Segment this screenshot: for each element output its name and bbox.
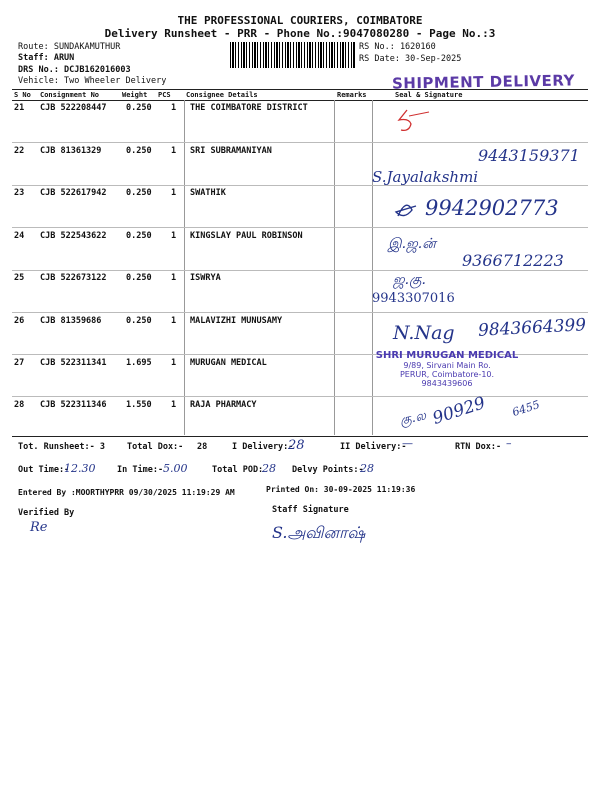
- row-sno: 28: [14, 400, 25, 410]
- row-pcs: 1: [171, 400, 177, 410]
- row-consignment-no: CJB 522673122: [40, 273, 107, 283]
- staff-signature-ink: S.அவினாஷ்: [272, 523, 366, 542]
- row-consignee: MALAVIZHI MUNUSAMY: [190, 316, 283, 326]
- total-dox-label: Total Dox:-: [127, 442, 184, 452]
- total-pod-value: 28: [262, 462, 276, 475]
- verified-by-label: Verified By: [18, 508, 75, 518]
- col-sno: S No: [14, 91, 31, 99]
- table-bottom-rule: [12, 436, 588, 437]
- delvy-points-label: Delvy Points:-: [292, 465, 364, 475]
- row-pcs: 1: [171, 231, 177, 241]
- row-weight: 0.250: [126, 316, 152, 326]
- row-consignment-no: CJB 522311341: [40, 358, 107, 368]
- medical-stamp: [372, 350, 522, 388]
- runsheet-subtitle: Delivery Runsheet - PRR - Phone No.:9047080280 - Page No.:3: [104, 27, 496, 40]
- row-weight: 0.250: [126, 273, 152, 283]
- table-row: [12, 103, 334, 117]
- row-weight: 1.695: [126, 358, 152, 368]
- row25-signature: ஜ.கு.: [393, 272, 426, 288]
- row-divider: [12, 312, 588, 313]
- row-consignment-no: CJB 522617942: [40, 188, 107, 198]
- rs-date: RS Date: 30-Sep-2025: [359, 54, 462, 64]
- row-pcs: 1: [171, 103, 177, 113]
- row-consignment-no: CJB 522208447: [40, 103, 107, 113]
- row-consignee: THE COIMBATORE DISTRICT: [190, 103, 308, 113]
- row-pcs: 1: [171, 358, 177, 368]
- row22-phone: 9443159371: [478, 146, 580, 165]
- rtn-dox-label: RTN Dox:-: [455, 442, 502, 452]
- row-sno: 21: [14, 103, 25, 113]
- route-label: Route: SUNDAKAMUTHUR: [18, 42, 121, 52]
- row24-phone: 9366712223: [462, 251, 564, 270]
- table-row: [12, 316, 334, 330]
- table-row: [12, 146, 334, 160]
- delvy-points-value: 28: [360, 462, 374, 475]
- col-consignment: Consignment No: [40, 91, 100, 99]
- row-consignee: SRI SUBRAMANIYAN: [190, 146, 272, 156]
- row-consignment-no: CJB 81361329: [40, 146, 102, 156]
- table-row: [12, 358, 334, 372]
- row-divider: [12, 185, 588, 186]
- row22-signature: S.Jayalakshmi: [372, 168, 479, 186]
- row24-signature: இ.ஜ.ன்: [388, 236, 436, 252]
- tot-runsheet: Tot. Runsheet:- 3: [18, 442, 105, 452]
- ii-delivery-value: —: [402, 437, 413, 450]
- entered-by: Entered By :MOORTHYPRR 09/30/2025 11:19:29 AM: [18, 488, 235, 497]
- row26-phone: 9843664399: [477, 315, 587, 341]
- col-consignee: Consignee Details: [186, 91, 258, 99]
- table-header-rule: [12, 100, 588, 101]
- row-pcs: 1: [171, 146, 177, 156]
- table-row: [12, 188, 334, 202]
- row-sno: 25: [14, 273, 25, 283]
- medical-stamp-name: SHRI MURUGAN MEDICAL: [375, 350, 519, 361]
- row-divider: [12, 227, 588, 228]
- row-pcs: 1: [171, 316, 177, 326]
- table-top-rule: [12, 89, 588, 90]
- vehicle-label: Vehicle: Two Wheeler Delivery: [18, 76, 167, 86]
- row28-extra: 6455: [510, 397, 542, 420]
- row-consignment-no: CJB 81359686: [40, 316, 102, 326]
- row23-phone: 9942902773: [425, 196, 559, 220]
- verified-by-mark: Re: [30, 520, 48, 535]
- col-divider: [334, 100, 335, 435]
- row-sno: 23: [14, 188, 25, 198]
- row-consignee: RAJA PHARMACY: [190, 400, 257, 410]
- row-divider: [12, 270, 588, 271]
- row-sno: 22: [14, 146, 25, 156]
- row-weight: 0.250: [126, 103, 152, 113]
- col-weight: Weight: [122, 91, 148, 99]
- row26-signature: N.Nag: [393, 322, 455, 344]
- out-time-label: Out Time:-: [18, 465, 70, 475]
- col-signature: Seal & Signature: [395, 91, 463, 99]
- row-sno: 27: [14, 358, 25, 368]
- row-sno: 24: [14, 231, 25, 241]
- i-delivery-value: 28: [288, 438, 305, 453]
- red-signature-mark: [395, 106, 435, 136]
- row-divider: [12, 142, 588, 143]
- row-pcs: 1: [171, 273, 177, 283]
- medical-stamp-phone: 9843439606: [421, 379, 473, 388]
- in-time-label: In Time:-: [117, 465, 164, 475]
- row-pcs: 1: [171, 188, 177, 198]
- staff-signature-label: Staff Signature: [272, 505, 349, 515]
- col-remarks: Remarks: [337, 91, 367, 99]
- row28-signature: கு.ல: [398, 408, 428, 429]
- row25-phone: 9943307016: [372, 291, 455, 306]
- row-consignee: SWATHIK: [190, 188, 226, 198]
- in-time-value: 5.00: [163, 462, 188, 475]
- row28-phone: 90929: [430, 393, 488, 429]
- row-weight: 1.550: [126, 400, 152, 410]
- barcode: [230, 42, 355, 68]
- row-divider: [12, 396, 588, 397]
- row-sno: 26: [14, 316, 25, 326]
- staff-label: Staff: ARUN: [18, 53, 75, 63]
- table-row: [12, 273, 334, 287]
- rs-number: RS No.: 1620160: [359, 42, 436, 52]
- shipment-delivery-stamp: SHIPMENT DELIVERY: [391, 71, 576, 93]
- total-pod-label: Total POD:: [212, 465, 264, 475]
- row-weight: 0.250: [126, 146, 152, 156]
- row-consignment-no: CJB 522543622: [40, 231, 107, 241]
- printed-on: Printed On: 30-09-2025 11:19:36: [266, 485, 416, 494]
- row-weight: 0.250: [126, 231, 152, 241]
- medical-stamp-address: 9/89, Sirvani Main Ro.: [403, 361, 491, 370]
- drs-label: DRS No.: DCJB162016003: [18, 65, 131, 75]
- table-row: [12, 400, 334, 414]
- table-row: [12, 231, 334, 245]
- row-consignee: MURUGAN MEDICAL: [190, 358, 267, 368]
- total-dox-value: 28: [197, 442, 208, 452]
- row-weight: 0.250: [126, 188, 152, 198]
- row-consignment-no: CJB 522311346: [40, 400, 107, 410]
- row-consignee: KINGSLAY PAUL ROBINSON: [190, 231, 303, 241]
- row-consignee: ISWRYA: [190, 273, 221, 283]
- col-pcs: PCS: [158, 91, 171, 99]
- i-delivery-label: I Delivery:-: [232, 442, 294, 452]
- medical-stamp-city: PERUR, Coimbatore-10.: [399, 370, 495, 379]
- row23-signature-mark: [392, 196, 420, 224]
- ii-delivery-label: II Delivery:-: [340, 442, 407, 452]
- rtn-dox-value: –: [506, 437, 512, 450]
- company-title: THE PROFESSIONAL COURIERS, COIMBATORE: [177, 14, 423, 27]
- out-time-value: 12.30: [64, 462, 96, 475]
